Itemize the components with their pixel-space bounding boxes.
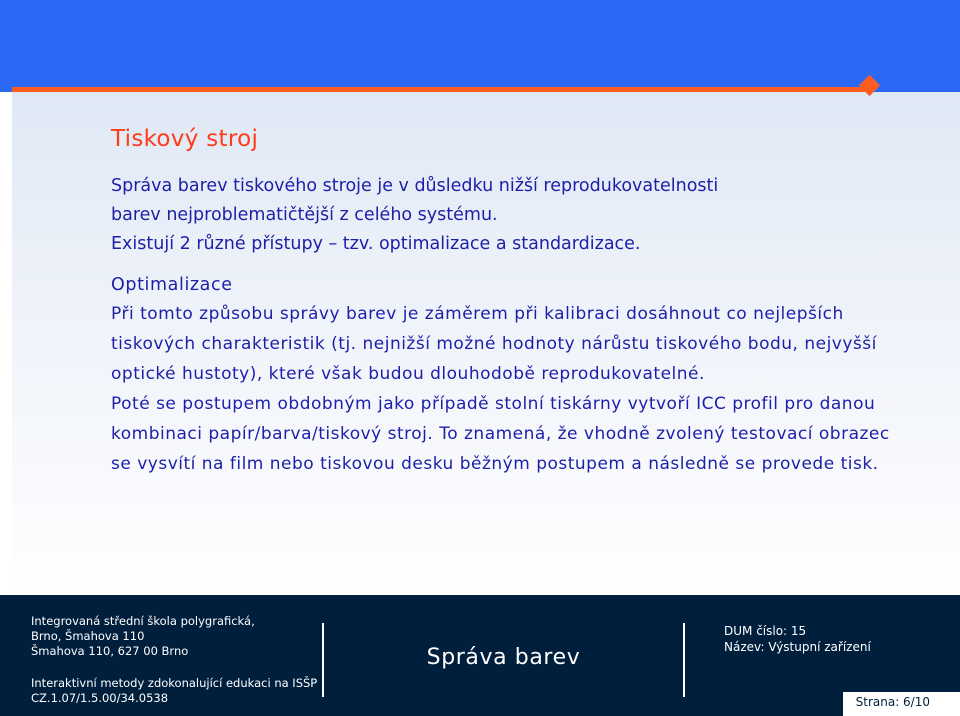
section-paragraph: Při tomto způsobu správy barev je záměrem při kalibraci dosáhnout co nejlepších tiskových charakteristik (tj. nejnižší možné hodnoty nárůstu tiskového bodu, nejvyšší optické hustoty), které však budou dlouhodobě reprodukovatelné.	[111, 304, 877, 384]
school-address: Brno, Šmahova 110	[31, 629, 145, 643]
dum-name: Název: Výstupní zařízení	[724, 640, 871, 654]
footer-school-info	[31, 614, 321, 706]
header-band	[0, 0, 960, 92]
optimalizace-section	[111, 271, 911, 479]
footer	[0, 595, 960, 716]
accent-line	[12, 87, 868, 92]
intro-line: Existují 2 různé přístupy – tzv. optimalizace a standardizace.	[111, 234, 641, 254]
page-number-box	[843, 692, 960, 716]
footer-dum-info	[724, 623, 871, 655]
project-name: Interaktivní metody zdokonalující edukaci na ISŠP	[31, 676, 318, 690]
school-address: Šmahova 110, 627 00 Brno	[31, 644, 189, 658]
page-number: Strana: 6/10	[855, 695, 930, 709]
intro-text	[111, 172, 911, 259]
section-paragraph: Poté se postupem obdobným jako případě stolní tiskárny vytvoří ICC profil pro danou kombinaci papír/barva/tiskový stroj. To znamená, že vhodně zvolený testovací obrazec se vysvítí na film nebo tiskovou desku běžným postupem a následně se provede tisk.	[111, 394, 890, 474]
school-name: Integrovaná střední škola polygrafická,	[31, 614, 255, 628]
dum-number: DUM číslo: 15	[724, 624, 807, 638]
slide-title: Tiskový stroj	[111, 126, 259, 152]
section-heading: Optimalizace	[111, 275, 233, 295]
project-code: CZ.1.07/1.5.00/34.0538	[31, 691, 169, 705]
intro-line: barev nejproblematičtější z celého systému.	[111, 205, 498, 225]
footer-divider	[683, 623, 685, 697]
slide-body	[111, 172, 911, 479]
footer-title: Správa barev	[426, 645, 581, 670]
intro-line: Správa barev tiskového stroje je v důsledku nižší reprodukovatelnosti	[111, 176, 719, 196]
